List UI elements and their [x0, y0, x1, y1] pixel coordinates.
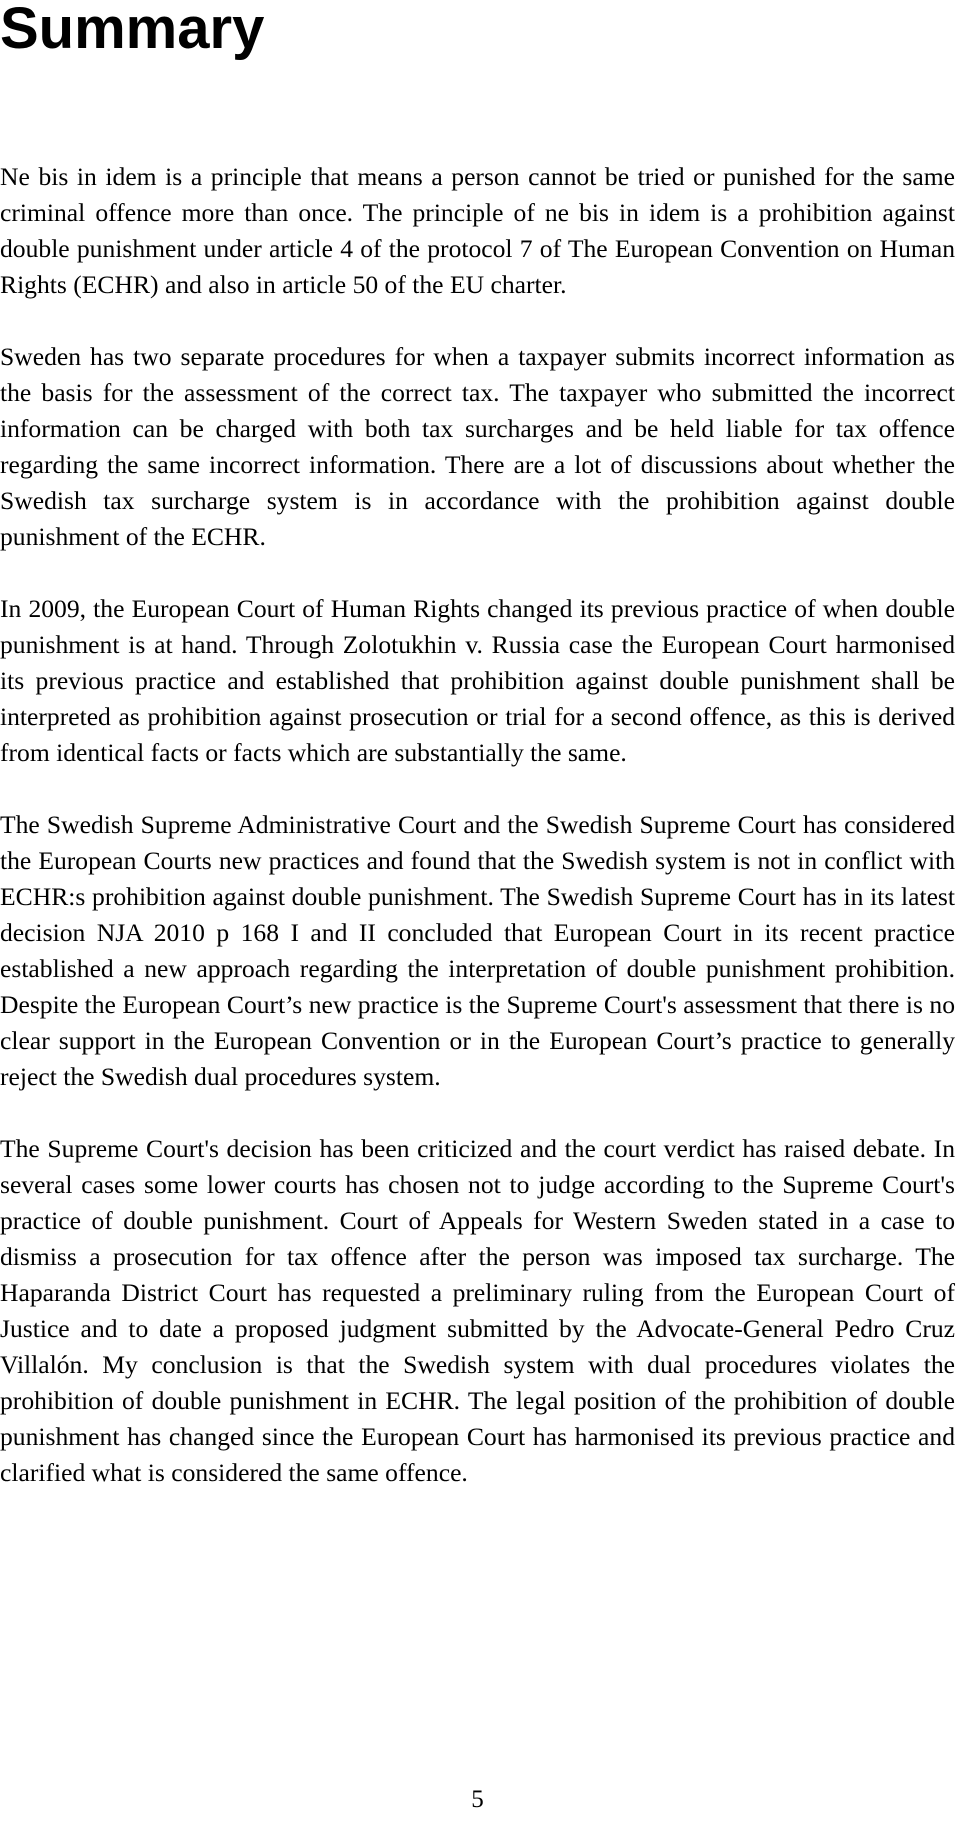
- paragraph-supreme-court: The Swedish Supreme Administrative Court and the Swedish Supreme Court has considered the European Courts new practices and found that the Swedish system is not in conflict with ECHR:s prohibition against double punishment. The Swedish Supreme Court has in its latest decision NJA 2010 p 168 I and II concluded that European Court in its recent practice established a new approach regarding the interpretation of double punishment prohibition. Despite the European Court’s new practice is the Supreme Court's assessment that there is no clear support in the European Convention or in the European Court’s practice to generally reject the Swedish dual procedures system.: [0, 810, 955, 1091]
- summary-body: [0, 159, 955, 1527]
- page-title: Summary: [0, 0, 265, 61]
- paragraph-ne-bis-in-idem: Ne bis in idem is a principle that means a person cannot be tried or punished for the same criminal offence more than once. The principle of ne bis in idem is a prohibition against double punishment under article 4 of the protocol 7 of The European Convention on Human Rights (ECHR) and also in article 50 of the EU charter.: [0, 162, 955, 299]
- paragraph-conclusion: The Supreme Court's decision has been criticized and the court verdict has raised debate. In several cases some lower courts has chosen not to judge according to the Supreme Court's practice of double punishment. Court of Appeals for Western Sweden stated in a case to dismiss a prosecution for tax offence after the person was imposed tax surcharge. The Haparanda District Court has requested a preliminary ruling from the European Court of Justice and to date a proposed judgment submitted by the Advocate-General Pedro Cruz Villalón. My conclusion is that the Swedish system with dual procedures violates the prohibition of double punishment in ECHR. The legal position of the prohibition of double punishment has changed since the European Court has harmonised its previous practice and clarified what is considered the same offence.: [0, 1134, 955, 1487]
- paragraph-swedish-procedures: Sweden has two separate procedures for when a taxpayer submits incorrect information as the basis for the assessment of the correct tax. The taxpayer who submitted the incorrect information can be charged with both tax surcharges and be held liable for tax offence regarding the same incorrect information. There are a lot of discussions about whether the Swedish tax surcharge system is in accordance with the prohibition against double punishment of the ECHR.: [0, 342, 955, 551]
- paragraph-european-court-2009: In 2009, the European Court of Human Rights changed its previous practice of when double punishment is at hand. Through Zolotukhin v. Russia case the European Court harmonised its previous practice and established that prohibition against double punishment shall be interpreted as prohibition against prosecution or trial for a second offence, as this is derived from identical facts or facts which are substantially the same.: [0, 594, 955, 767]
- page-number: 5: [471, 1786, 484, 1813]
